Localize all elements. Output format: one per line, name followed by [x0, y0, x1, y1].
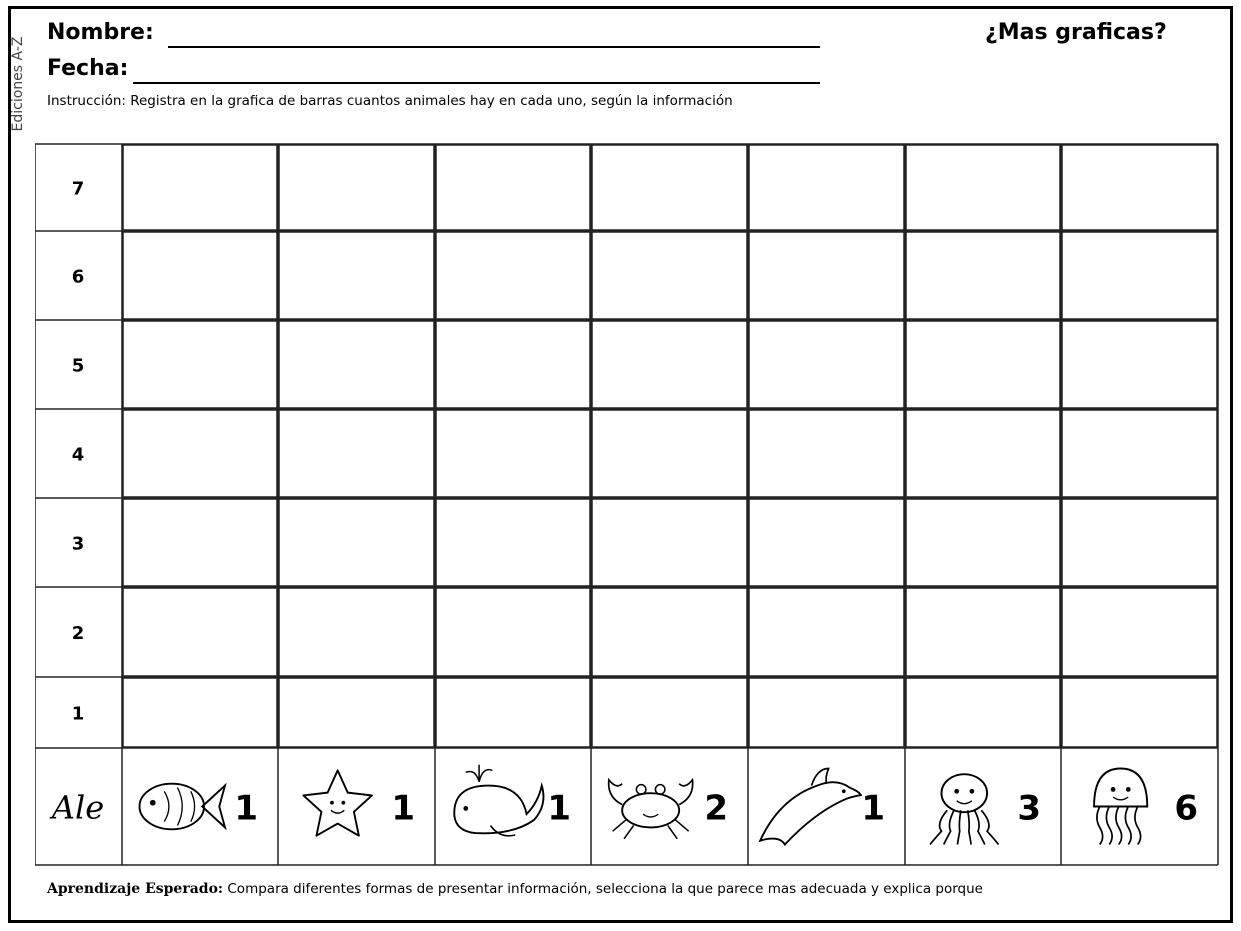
grid-cell[interactable] — [279, 678, 434, 747]
grid-cell[interactable] — [279, 321, 434, 408]
publisher-text: Ediciones A-Z — [10, 36, 26, 132]
grid-cell[interactable] — [906, 321, 1060, 408]
fish-icon — [139, 784, 225, 830]
grid-cell[interactable] — [906, 588, 1060, 676]
y-level-label: 2 — [71, 623, 85, 644]
expected-learning-label: Aprendizaje Esperado: — [47, 881, 224, 897]
y-level-label: 1 — [71, 703, 85, 725]
y-level-label: 3 — [71, 533, 85, 555]
grid-cell[interactable] — [1062, 321, 1217, 408]
animal-count: 6 — [1174, 788, 1198, 829]
y-level-label: 6 — [71, 266, 85, 288]
grid-cell[interactable] — [123, 588, 277, 676]
animal-count: 1 — [861, 788, 885, 829]
grid-cell[interactable] — [749, 499, 904, 586]
grid-cell[interactable] — [123, 499, 277, 586]
grid-cell[interactable] — [436, 321, 590, 408]
grid-cell[interactable] — [1062, 232, 1217, 319]
grid-cell[interactable] — [1062, 588, 1217, 676]
octopus-icon — [930, 774, 998, 844]
signature-text: Ale — [51, 788, 105, 827]
name-label: Nombre: — [47, 20, 154, 45]
grid-cell[interactable] — [279, 499, 434, 586]
animal-count: 2 — [704, 788, 728, 829]
grid-cell[interactable] — [749, 232, 904, 319]
grid-cell[interactable] — [123, 678, 277, 747]
grid-cell[interactable] — [436, 145, 590, 230]
dolphin-icon — [760, 769, 861, 845]
y-level-label: 5 — [71, 355, 85, 377]
starfish-icon — [303, 770, 372, 835]
grid-cell[interactable] — [279, 588, 434, 676]
date-label: Fecha: — [47, 56, 129, 81]
grid-cell[interactable] — [1062, 678, 1217, 747]
grid-cell[interactable] — [906, 145, 1060, 230]
more-charts-link[interactable]: ¿Mas graficas? — [985, 20, 1167, 45]
publisher-label — [6, 14, 30, 154]
whale-icon — [454, 765, 543, 836]
grid-cell[interactable] — [592, 499, 747, 586]
grid-cell[interactable] — [749, 588, 904, 676]
instruction-text: Instrucción: Registra en la grafica de barras cuantos animales hay en cada uno, según la información — [47, 93, 733, 109]
grid-cell[interactable] — [906, 410, 1060, 497]
grid-cell[interactable] — [123, 410, 277, 497]
grid-cell[interactable] — [279, 232, 434, 319]
animal-count: 1 — [547, 788, 571, 829]
grid-cell[interactable] — [1062, 499, 1217, 586]
grid-cell[interactable] — [436, 499, 590, 586]
grid-cell[interactable] — [1062, 145, 1217, 230]
grid-cell[interactable] — [123, 145, 277, 230]
expected-learning — [47, 878, 1187, 900]
grid-cell[interactable] — [906, 499, 1060, 586]
expected-learning-text: Compara diferentes formas de presentar información, selecciona la que parece mas adecuada y explica porque — [223, 881, 983, 897]
grid-cell[interactable] — [592, 232, 747, 319]
animal-count: 3 — [1017, 788, 1041, 829]
grid-cell[interactable] — [592, 145, 747, 230]
grid-cell[interactable] — [279, 410, 434, 497]
grid-cell[interactable] — [592, 588, 747, 676]
bar-chart-grid — [35, 143, 1220, 866]
grid-cell[interactable] — [592, 321, 747, 408]
grid-cell[interactable] — [1062, 410, 1217, 497]
grid-cell[interactable] — [279, 145, 434, 230]
grid-cell[interactable] — [436, 410, 590, 497]
date-line[interactable] — [133, 82, 820, 84]
name-line[interactable] — [168, 46, 820, 48]
grid-cell[interactable] — [749, 145, 904, 230]
grid-cell[interactable] — [749, 321, 904, 408]
grid-cell[interactable] — [592, 410, 747, 497]
grid-cell[interactable] — [749, 678, 904, 747]
grid-cell[interactable] — [123, 232, 277, 319]
grid-cell[interactable] — [123, 321, 277, 408]
grid-cell[interactable] — [436, 232, 590, 319]
jellyfish-icon — [1094, 769, 1147, 845]
crab-icon — [609, 780, 693, 839]
grid-cell[interactable] — [906, 232, 1060, 319]
animal-count: 1 — [391, 788, 415, 829]
grid-cell[interactable] — [436, 588, 590, 676]
grid-cell[interactable] — [436, 678, 590, 747]
grid-cell[interactable] — [592, 678, 747, 747]
y-level-label: 4 — [71, 444, 85, 466]
y-level-label: 7 — [71, 178, 85, 200]
grid-cell[interactable] — [749, 410, 904, 497]
animal-count: 1 — [234, 788, 258, 829]
grid-cell[interactable] — [906, 678, 1060, 747]
